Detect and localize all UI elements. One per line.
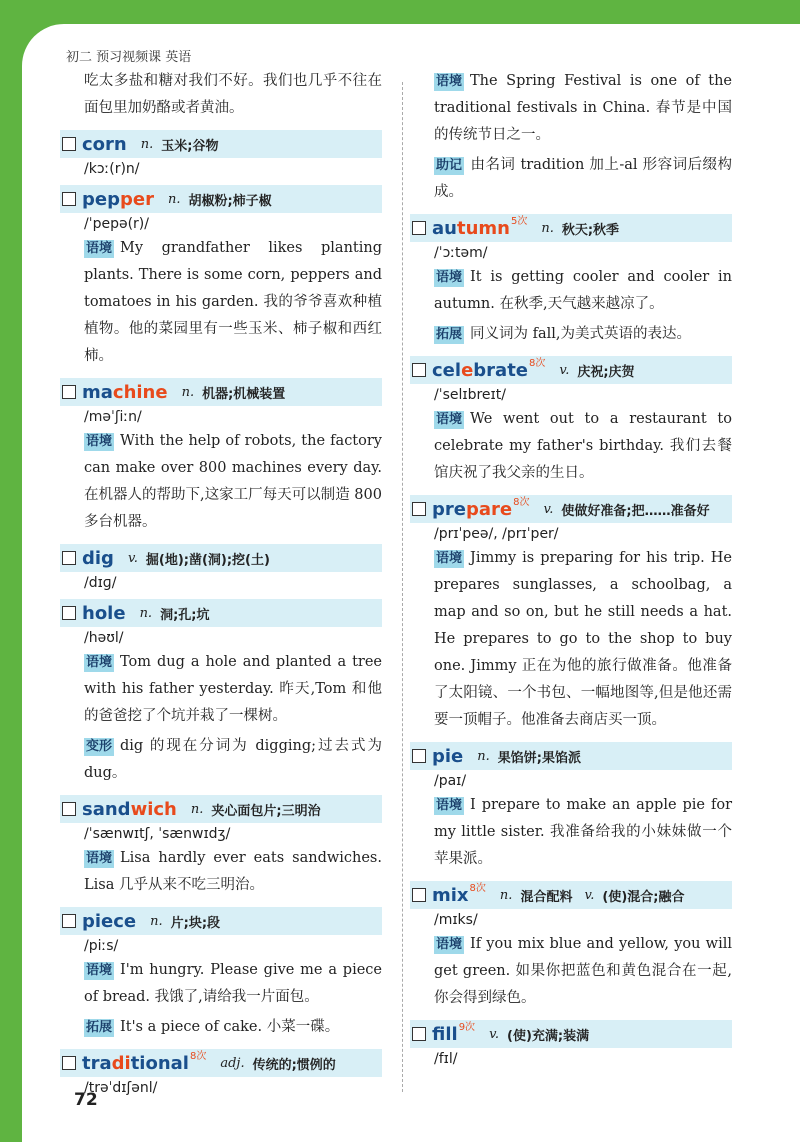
note-tag: 语境: [86, 655, 113, 670]
frequency-badge: 5次: [510, 215, 528, 227]
meaning: 混合配料: [520, 889, 573, 905]
entry-headword-row: [410, 356, 732, 384]
part-of-speech: n.: [167, 191, 181, 207]
mnemonic-tag: 助记: [436, 158, 463, 173]
left-column: [60, 68, 382, 1099]
note-tag: 语境: [436, 412, 463, 427]
part-of-speech: v.: [127, 550, 138, 566]
headword: [82, 548, 114, 569]
right-column: [410, 68, 732, 1070]
entry-headword-row: [60, 544, 382, 572]
column-divider: [402, 82, 403, 1092]
headword-stress: di: [111, 1052, 131, 1074]
meaning: 传统的;惯例的: [252, 1057, 336, 1073]
meaning: 机器;机械装置: [202, 386, 286, 402]
headword-stress: e: [461, 359, 474, 381]
checkbox[interactable]: [412, 363, 426, 377]
entry-headword-row: [410, 881, 732, 909]
vocab-entry: [60, 130, 382, 177]
context-text: The Spring Festival is one of the traditional festivals in China. 春节是中国的传统节日之一。: [434, 73, 732, 143]
meaning: 片;块;段: [170, 915, 221, 931]
checkbox[interactable]: [62, 192, 76, 206]
meaning: 果馅饼;果馅派: [497, 750, 581, 766]
note-line: [84, 1014, 382, 1041]
phonetic: /ˈselɪbreɪt/: [434, 387, 506, 403]
vocab-entry: [410, 742, 732, 873]
checkbox[interactable]: [62, 137, 76, 151]
part-of-speech: n.: [139, 605, 153, 621]
note-text: I'm hungry. Please give me a piece of bread. 我饿了,请给我一片面包。: [84, 962, 382, 1005]
phonetic: /məˈʃiːn/: [84, 409, 142, 425]
meaning: 掘(地);凿(洞);挖(土): [145, 552, 270, 568]
continued-text: 吃太多盐和糖对我们不好。我们也几乎不往在面包里加奶酪或者黄油。: [84, 73, 382, 116]
frequency-badge: 8次: [529, 357, 546, 369]
headword-part: pep: [82, 188, 120, 210]
part-of-speech: n.: [140, 136, 154, 152]
meaning: 使做好准备;把……准备好: [561, 503, 710, 519]
headword-part: fill: [432, 1023, 458, 1045]
part-of-speech: v.: [559, 362, 570, 378]
checkbox[interactable]: [412, 749, 426, 763]
entry-headword-row: [60, 185, 382, 213]
note-text: Lisa hardly ever eats sandwiches. Lisa 几乎从来不吃三明治。: [84, 850, 382, 893]
meaning: 玉米;谷物: [161, 138, 219, 154]
page: [22, 24, 800, 1142]
headword: [432, 1024, 458, 1045]
note-line: [84, 235, 382, 370]
note-line: [434, 321, 732, 348]
note-tag: 语境: [436, 937, 463, 952]
note-text: With the help of robots, the factory can make over 800 machines every day. 在机器人的帮助下,这家工厂每天可以制造 800 多台机器。: [84, 433, 382, 530]
part-of-speech: n.: [181, 384, 195, 400]
frequency-badge: 9次: [458, 1021, 476, 1033]
headword-part: tional: [130, 1052, 189, 1074]
context-note: [434, 68, 732, 149]
checkbox[interactable]: [62, 914, 76, 928]
note-line: [434, 406, 732, 487]
frequency-badge: 8次: [189, 1050, 207, 1062]
phonetic: /trəˈdɪʃənl/: [84, 1080, 158, 1096]
page-number: 72: [74, 1090, 98, 1110]
vocab-entry: [410, 495, 732, 734]
headword-stress: tumn: [456, 217, 510, 239]
headword: [82, 911, 136, 932]
headword: [82, 1053, 189, 1074]
phonetic: /kɔː(r)n/: [84, 161, 140, 177]
entry-headword-row: [60, 795, 382, 823]
phonetic: /mɪks/: [434, 912, 478, 928]
note-text: dig 的现在分词为 digging;过去式为 dug。: [84, 738, 382, 781]
entry-headword-row: [60, 1049, 382, 1077]
note-text: 同义词为 fall,为美式英语的表达。: [470, 326, 692, 342]
note-line: [84, 733, 382, 787]
meaning: 胡椒粉;柿子椒: [188, 193, 272, 209]
entry-headword-row: [60, 599, 382, 627]
headword: [82, 799, 177, 820]
headword: [432, 218, 510, 239]
headword-stress: wich: [130, 798, 177, 820]
checkbox[interactable]: [412, 502, 426, 516]
meaning: 庆祝;庆贺: [577, 364, 635, 380]
headword-stress: per: [119, 188, 154, 210]
meaning: (使)充满;装满: [507, 1028, 590, 1044]
checkbox[interactable]: [412, 221, 426, 235]
note-text: I prepare to make an apple pie for my little sister. 我准备给我的小妹妹做一个苹果派。: [434, 797, 732, 867]
phonetic: /prɪˈpeə/, /prɪˈper/: [434, 526, 559, 542]
headword-part: hole: [82, 602, 126, 624]
checkbox[interactable]: [412, 1027, 426, 1041]
part-of-speech: n.: [541, 220, 554, 236]
checkbox[interactable]: [62, 1056, 76, 1070]
frequency-badge: 8次: [469, 882, 486, 894]
note-tag: 拓展: [436, 327, 463, 342]
headword-part: pre: [432, 498, 466, 520]
headword: [432, 746, 463, 767]
meaning: (使)混合;融合: [602, 889, 685, 905]
entry-headword-row: [410, 495, 732, 523]
note-tag: 拓展: [86, 1020, 113, 1035]
left-entries: [60, 130, 382, 1096]
phonetic: /fɪl/: [434, 1051, 458, 1067]
meaning: 秋天;秋季: [561, 222, 620, 238]
headword-stress: chine: [112, 381, 168, 403]
meaning: 夹心面包片;三明治: [211, 803, 321, 819]
note-line: [84, 649, 382, 730]
entry-headword-row: [410, 742, 732, 770]
note-line: [84, 428, 382, 536]
note-text: Jimmy is preparing for his trip. He prepares sunglasses, a schoolbag, a map and so on, but he still needs a hat. He prepares to go to the shop to buy one. Jimmy 正在为他的旅行做准备。他准备了太阳镜、一个书包、一幅地图等,但是他还需要一顶帽子。他准备去商店买一顶。: [434, 550, 732, 728]
note-line: [434, 792, 732, 873]
vocab-entry: [60, 378, 382, 536]
headword-part: corn: [82, 133, 127, 155]
note-text: It is getting cooler and cooler in autumn. 在秋季,天气越来越凉了。: [434, 269, 732, 312]
checkbox[interactable]: [62, 551, 76, 565]
phonetic: /piːs/: [84, 938, 119, 954]
vocab-entry: [60, 599, 382, 787]
checkbox[interactable]: [62, 802, 76, 816]
part-of-speech: v.: [543, 501, 554, 517]
right-entries: [410, 214, 732, 1067]
mnemonic-text: 由名词 tradition 加上-al 形容词后缀构成。: [434, 157, 732, 200]
part-of-speech: n.: [499, 887, 513, 903]
entry-headword-row: [410, 1020, 732, 1048]
part-of-speech: n.: [477, 748, 490, 764]
meaning: 洞;孔;坑: [160, 607, 210, 623]
phonetic: /ˈpepə(r)/: [84, 216, 149, 232]
note-line: [84, 957, 382, 1011]
headword: [82, 134, 127, 155]
note-text: It's a piece of cake. 小菜一碟。: [120, 1019, 340, 1035]
note-tag: 语境: [86, 963, 113, 978]
frequency-badge: 8次: [513, 496, 530, 508]
vocab-entry: [60, 795, 382, 899]
vocab-entry: [410, 1020, 732, 1067]
part-of-speech: v.: [489, 1026, 499, 1042]
headword-part: mix: [432, 884, 469, 906]
checkbox[interactable]: [62, 606, 76, 620]
phonetic: /paɪ/: [434, 773, 467, 789]
note-text: We went out to a restaurant to celebrate my father's birthday. 我们去餐馆庆祝了我父亲的生日。: [434, 411, 732, 481]
note-tag: 语境: [86, 434, 113, 449]
headword-part: piece: [82, 910, 137, 932]
vocab-entry: [410, 356, 732, 487]
mnemonic-note: [434, 152, 732, 206]
part-of-speech: n.: [190, 801, 204, 817]
headword-part: ma: [82, 381, 113, 403]
running-header: 初二 预习视频课 英语: [66, 50, 192, 65]
vocab-entry: [410, 881, 732, 1012]
note-tag: 语境: [436, 270, 463, 285]
headword: [432, 499, 512, 520]
phonetic: /ˈsænwɪtʃ, ˈsænwɪdʒ/: [84, 826, 231, 842]
headword-part: tra: [82, 1052, 112, 1074]
note-text: My grandfather likes planting plants. There is some corn, peppers and tomatoes in his garden. 我的爷爷喜欢种植植物。他的菜园里有一些玉米、柿子椒和西红柿。: [84, 240, 382, 364]
entry-headword-row: [60, 378, 382, 406]
part-of-speech: v.: [584, 887, 595, 903]
note-text: Tom dug a hole and planted a tree with his father yesterday. 昨天,Tom 和他的爸爸挖了个坑并栽了一棵树。: [84, 654, 382, 724]
headword: [82, 382, 168, 403]
headword: [432, 360, 528, 381]
headword-part: au: [432, 217, 457, 239]
vocab-entry: [60, 907, 382, 1041]
vocab-entry: [60, 185, 382, 370]
headword-part: cel: [432, 359, 462, 381]
phonetic: /ˈɔːtəm/: [434, 245, 488, 261]
checkbox[interactable]: [412, 888, 426, 902]
note-tag: 语境: [86, 241, 113, 256]
headword: [82, 189, 154, 210]
part-of-speech: n.: [150, 913, 163, 929]
vocab-entry: [60, 544, 382, 591]
note-tag: 变形: [86, 739, 113, 754]
note-tag: 语境: [86, 851, 113, 866]
note-line: [84, 845, 382, 899]
checkbox[interactable]: [62, 385, 76, 399]
vocab-entry: [60, 1049, 382, 1096]
headword-part: brate: [473, 359, 529, 381]
headword-part: pie: [432, 745, 464, 767]
note-tag: 语境: [436, 798, 463, 813]
phonetic: /dɪɡ/: [84, 575, 117, 591]
note-line: [434, 264, 732, 318]
headword-part: dig: [82, 547, 114, 569]
headword: [432, 885, 469, 906]
part-of-speech: adj.: [220, 1055, 245, 1071]
note-text: If you mix blue and yellow, you will get green. 如果你把蓝色和黄色混合在一起,你会得到绿色。: [434, 936, 732, 1006]
entry-headword-row: [60, 130, 382, 158]
note-tag: 语境: [436, 551, 463, 566]
entry-headword-row: [60, 907, 382, 935]
headword: [82, 603, 126, 624]
phonetic: /həʊl/: [84, 630, 124, 646]
context-tag: 语境: [436, 74, 463, 89]
note-line: [434, 545, 732, 734]
headword-part: sand: [82, 798, 131, 820]
entry-headword-row: [410, 214, 732, 242]
note-line: [434, 931, 732, 1012]
headword-stress: pare: [465, 498, 513, 520]
vocab-entry: [410, 214, 732, 348]
